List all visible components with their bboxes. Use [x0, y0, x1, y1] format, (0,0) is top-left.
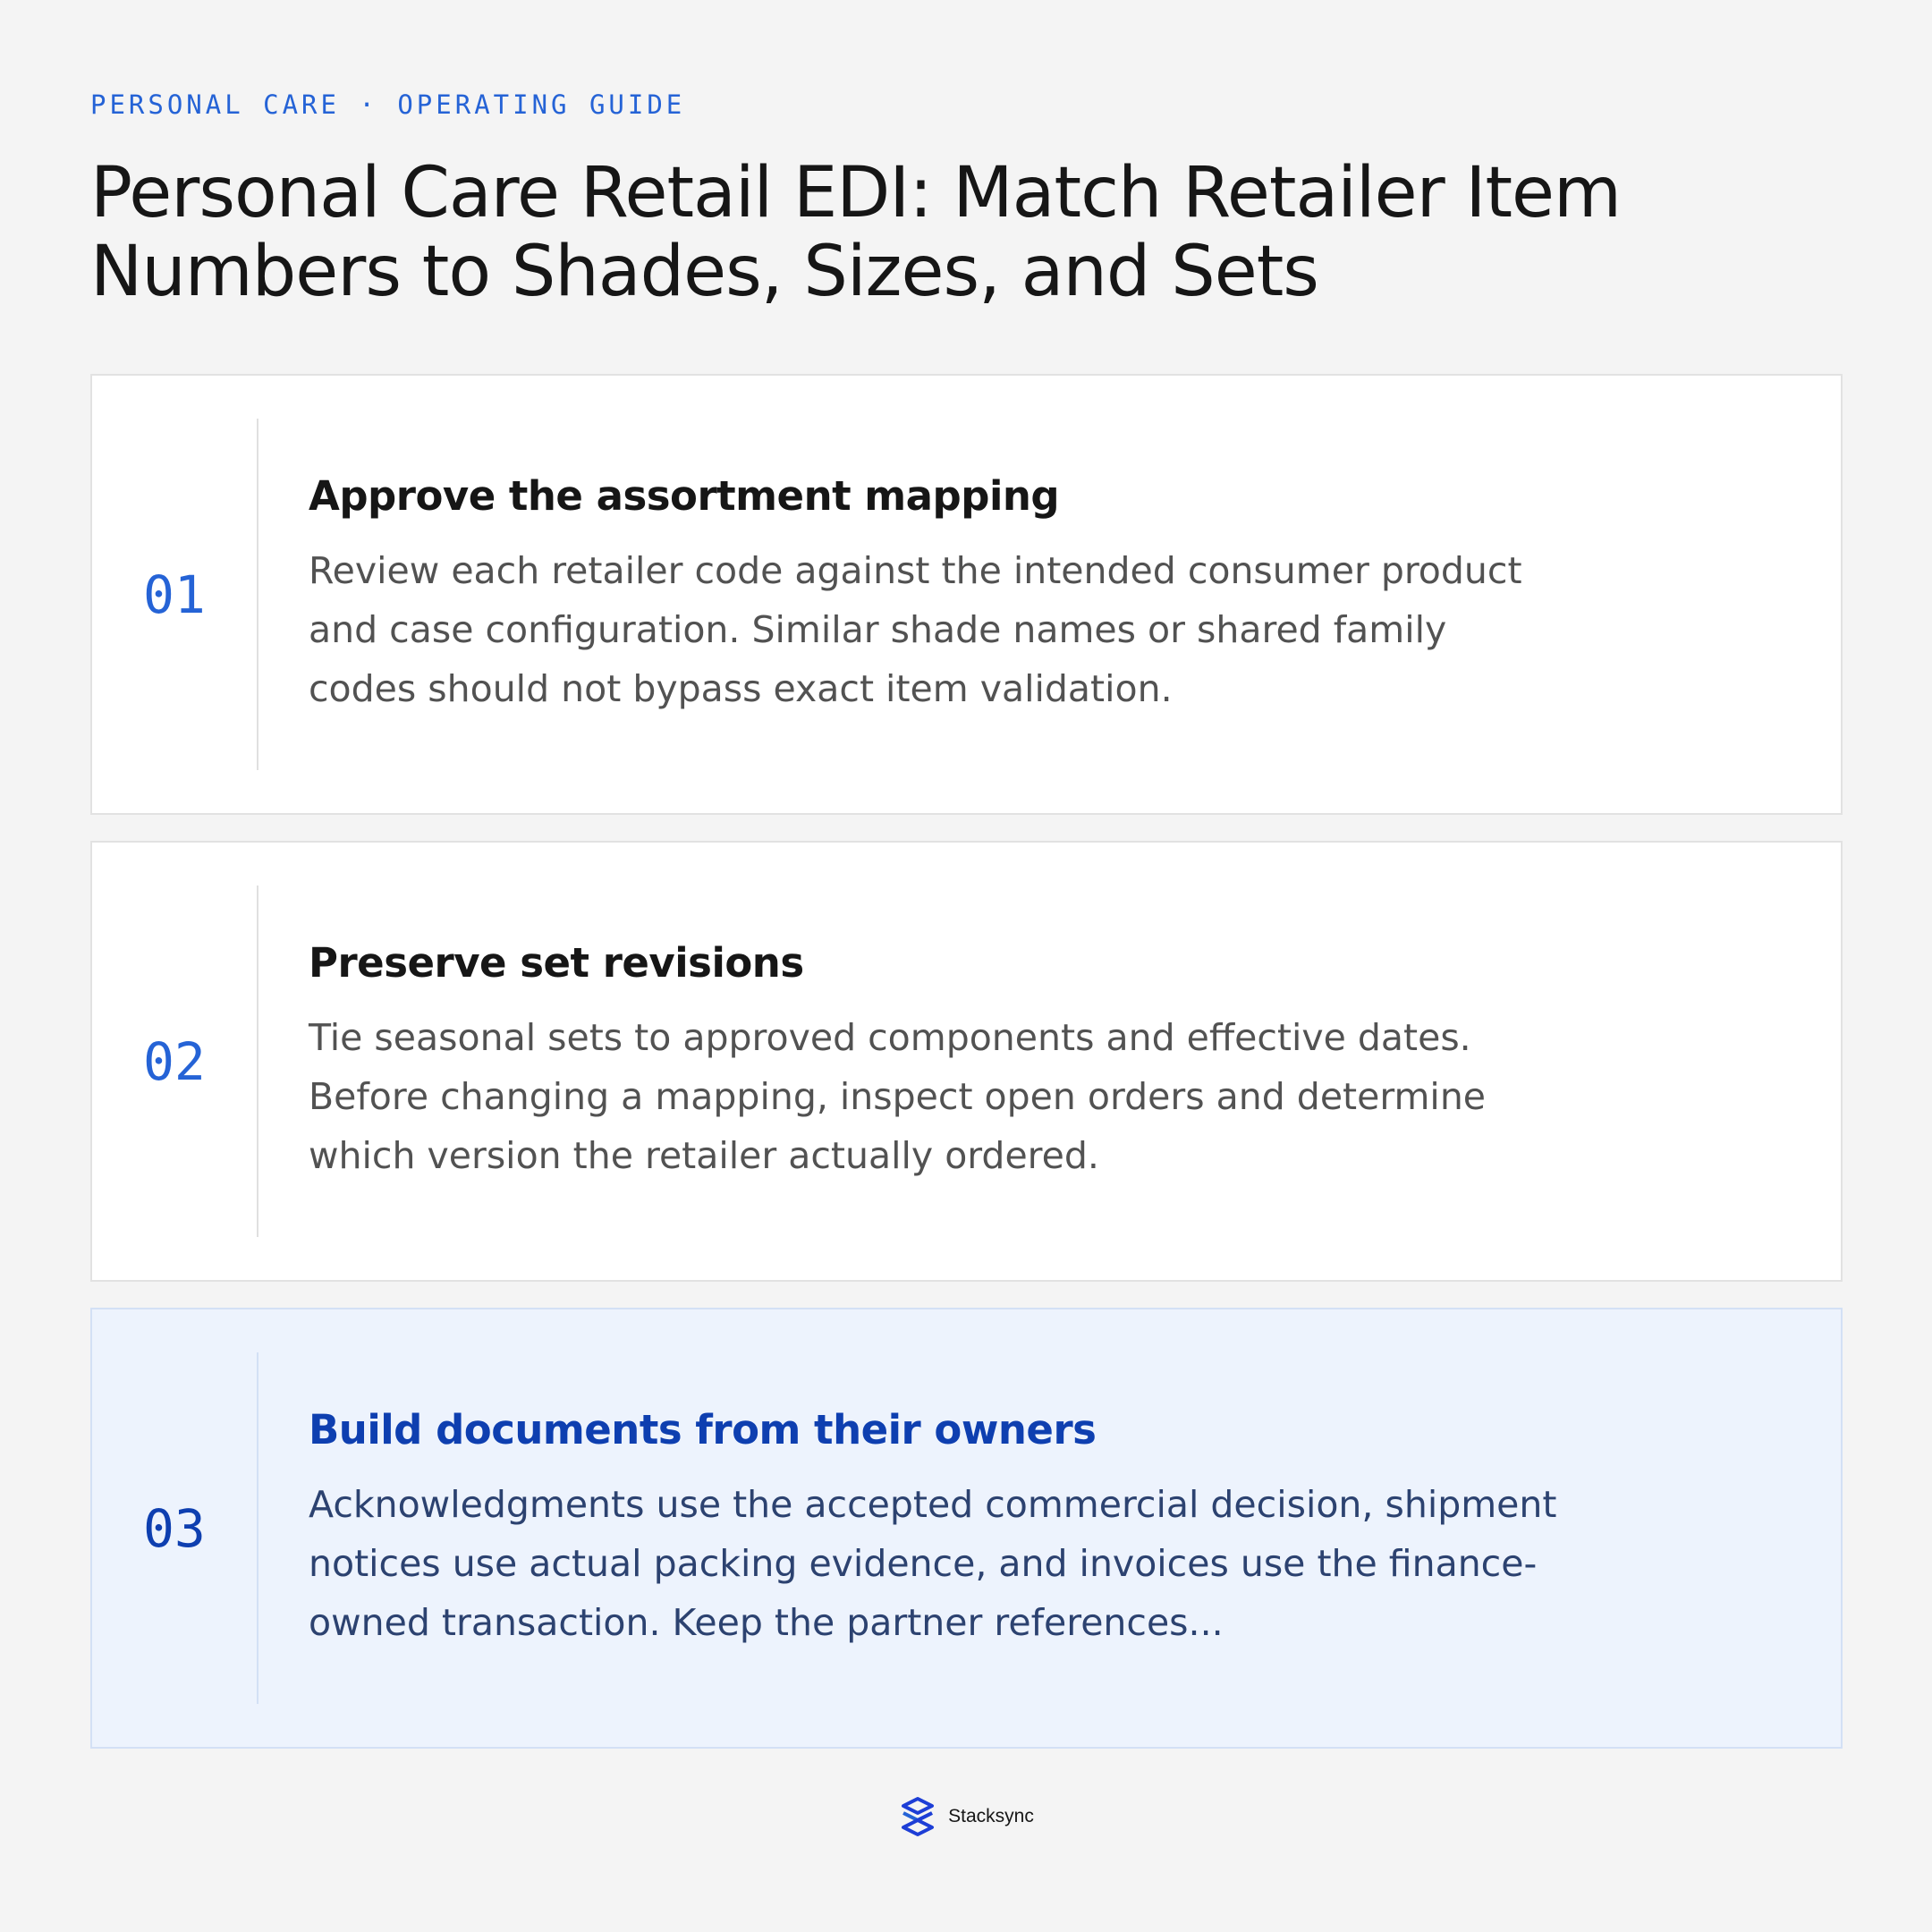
- divider: [257, 1352, 258, 1704]
- step-content: [309, 376, 1579, 813]
- eyebrow-label: PERSONAL CARE · OPERATING GUIDE: [90, 89, 686, 120]
- divider: [257, 419, 258, 770]
- step-content: [309, 843, 1579, 1280]
- stacksync-logo-icon: [898, 1796, 937, 1837]
- step-card-1: [90, 374, 1843, 815]
- step-heading: Build documents from their owners: [309, 1405, 1097, 1453]
- step-number: 03: [143, 1497, 206, 1559]
- step-heading: Approve the assortment mapping: [309, 471, 1060, 520]
- divider: [257, 886, 258, 1237]
- step-card-2: [90, 841, 1843, 1282]
- step-card-3: [90, 1308, 1843, 1749]
- step-content: [309, 1309, 1579, 1747]
- step-body: Acknowledgments use the accepted commercial decision, shipment notices use actual packing evidence, and invoices use the finance-owned transaction. Keep the partner references...: [309, 1482, 1557, 1644]
- step-body: Review each retailer code against the intended consumer product and case configuration. Similar shade names or shared family codes should not bypass exact item validation.: [309, 548, 1522, 710]
- step-body: Tie seasonal sets to approved components and effective dates. Before changing a mapping, inspect open orders and determine which version the retailer actually ordered.: [309, 1015, 1487, 1177]
- step-number: 01: [143, 564, 206, 625]
- step-heading: Preserve set revisions: [309, 938, 804, 987]
- brand-name: Stacksync: [948, 1806, 1034, 1826]
- step-number: 02: [143, 1030, 206, 1092]
- footer: [0, 1796, 1932, 1837]
- page-title: Personal Care Retail EDI: Match Retailer Item Numbers to Shades, Sizes, and Sets: [90, 153, 1621, 312]
